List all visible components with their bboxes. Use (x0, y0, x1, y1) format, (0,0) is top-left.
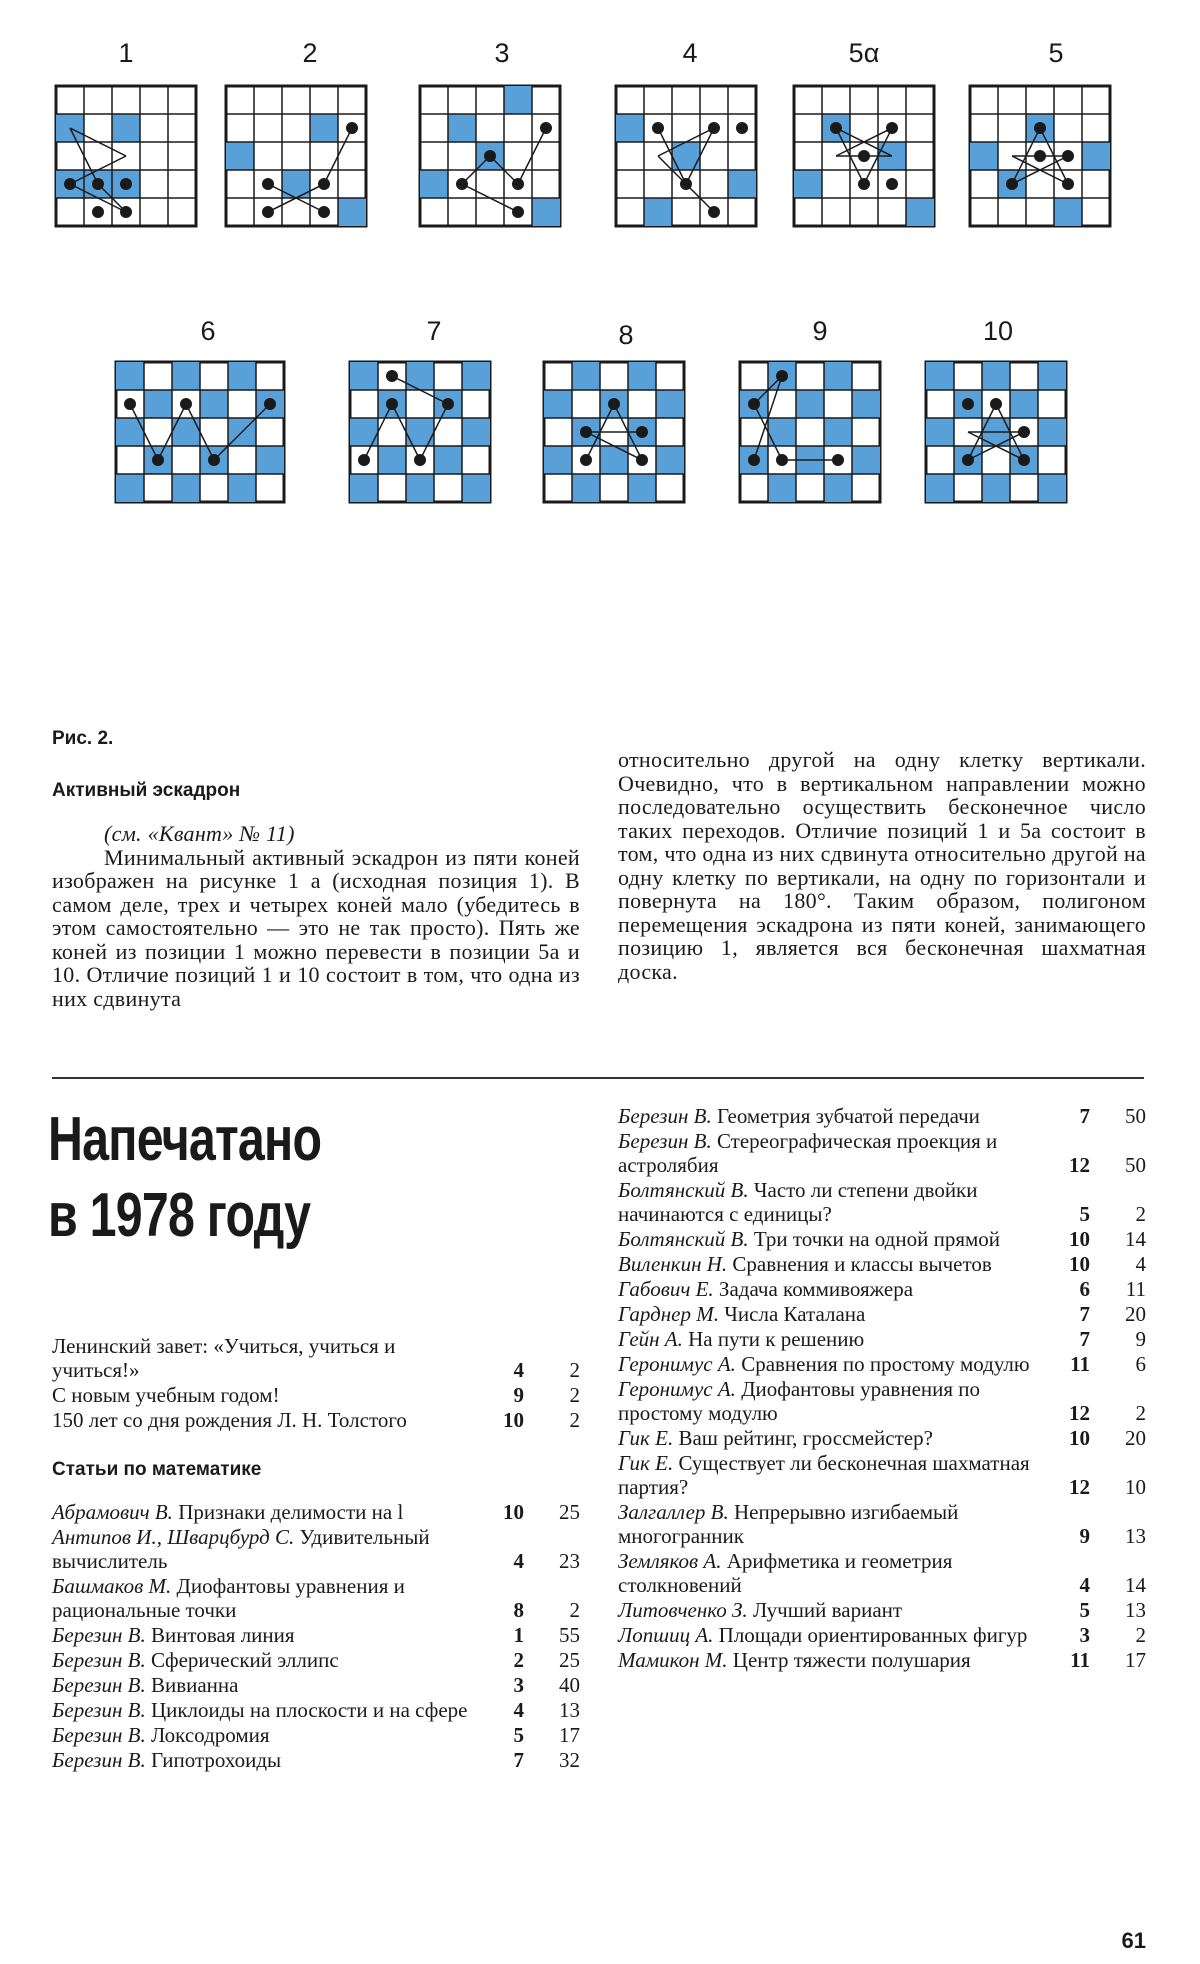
entry-title: Сравнения и классы вычетов (732, 1252, 992, 1276)
index-title-line: в 1978 году (48, 1181, 311, 1250)
entry-author: Габович Е. (618, 1277, 714, 1301)
entry-page: 50 (1125, 1104, 1146, 1128)
entry-issue: 10 (503, 1500, 524, 1524)
knight-dot (776, 454, 788, 466)
board-square (982, 362, 1010, 390)
entry-page: 55 (559, 1623, 580, 1647)
board-square (728, 170, 756, 198)
entry-issue: 11 (1070, 1352, 1090, 1376)
knight-dot (120, 178, 132, 190)
figure-label: 2 (302, 38, 318, 68)
index-entry (618, 1277, 1146, 1301)
index-entry (52, 1723, 580, 1747)
entry-title: Циклоиды на плоскости и на сфере (150, 1698, 468, 1722)
knight-dot (832, 454, 844, 466)
entry-title: Удивительный вычислитель (52, 1525, 430, 1573)
chessboard-diagram (222, 82, 370, 230)
knight-dot (318, 206, 330, 218)
index-entry (618, 1327, 1146, 1351)
entry-author: Мамикон М. (618, 1648, 728, 1672)
index-title (48, 1102, 321, 1254)
entry-page: 2 (1135, 1202, 1146, 1226)
entry-page: 20 (1125, 1302, 1146, 1326)
board-square (200, 390, 228, 418)
entry-page: 13 (1125, 1524, 1146, 1548)
board-square (434, 446, 462, 474)
board-square (226, 142, 254, 170)
index-entry (618, 1178, 1146, 1226)
entry-title: Винтовая линия (150, 1623, 295, 1647)
entry-author: Березин В. (52, 1748, 146, 1772)
entry-title: Диофантовы уравнения по простому модулю (618, 1377, 981, 1425)
entry-title: Числа Каталана (724, 1302, 866, 1326)
knight-dot (1062, 178, 1074, 190)
entry-title: Гипотрохоиды (150, 1748, 282, 1772)
chessboard-diagram (612, 82, 760, 230)
entry-title: Задача коммивояжера (718, 1277, 914, 1301)
index-list-left (52, 1334, 580, 1773)
article-title: Активный эскадрон (52, 780, 241, 801)
knight-dot (748, 398, 760, 410)
board-square (420, 170, 448, 198)
index-entry (52, 1574, 580, 1622)
entry-author: Березин В. (618, 1104, 712, 1128)
entry-issue: 12 (1069, 1153, 1090, 1177)
entry-author: Геронимус А. (618, 1352, 736, 1376)
entry-title: Признаки делимости на l (178, 1500, 404, 1524)
knight-dot (1018, 454, 1030, 466)
entry-page: 13 (1125, 1598, 1146, 1622)
index-entry (618, 1352, 1146, 1376)
entry-page: 17 (1125, 1648, 1146, 1672)
entry-title: Сравнения по простому модулю (741, 1352, 1030, 1376)
entry-issue: 5 (1079, 1202, 1090, 1226)
knight-dot (636, 454, 648, 466)
board-square (228, 474, 256, 502)
entry-title: Сферический эллипс (150, 1648, 339, 1672)
index-entry (618, 1451, 1146, 1499)
knight-dot (124, 398, 136, 410)
board-square (532, 198, 560, 226)
entry-issue: 7 (1079, 1302, 1090, 1326)
entry-issue: 2 (513, 1648, 524, 1672)
chessboard-diagram (540, 358, 688, 506)
board-square (172, 362, 200, 390)
entry-page: 2 (1135, 1623, 1146, 1647)
knight-dot (886, 178, 898, 190)
index-entry (52, 1698, 580, 1722)
knight-dot (484, 150, 496, 162)
figure-label: 5α (848, 38, 880, 68)
index-entry (618, 1302, 1146, 1326)
entry-issue: 11 (1070, 1648, 1090, 1672)
entry-issue: 8 (513, 1598, 524, 1622)
board-square (926, 474, 954, 502)
entry-issue: 7 (513, 1748, 524, 1772)
board-square (1054, 198, 1082, 226)
board-square (338, 198, 366, 226)
entry-title: Локсодромия (150, 1723, 270, 1747)
chessboard-diagram (790, 82, 938, 230)
knight-dot (1062, 150, 1074, 162)
entry-page: 40 (559, 1673, 580, 1697)
knight-dot (456, 178, 468, 190)
entry-author: Березин В. (52, 1623, 146, 1647)
figure-label: 9 (812, 316, 828, 346)
entry-author: Башмаков М. (52, 1574, 172, 1598)
entry-page: 2 (569, 1383, 580, 1407)
knight-dot (608, 398, 620, 410)
board-square (628, 474, 656, 502)
knight-dot (1018, 426, 1030, 438)
entry-issue: 3 (513, 1673, 524, 1697)
knight-dot (92, 178, 104, 190)
board-square (970, 142, 998, 170)
knight-dot (414, 454, 426, 466)
board-square (256, 446, 284, 474)
index-entry (618, 1549, 1146, 1597)
board-square (852, 390, 880, 418)
board-square (824, 362, 852, 390)
knight-dot (92, 206, 104, 218)
knight-dot (264, 398, 276, 410)
entry-page: 32 (559, 1748, 580, 1772)
entry-page: 17 (559, 1723, 580, 1747)
entry-author: Абрамович В. (52, 1500, 173, 1524)
board-square (378, 446, 406, 474)
entry-author: Гейн А. (618, 1327, 683, 1351)
board-square (462, 418, 490, 446)
board-square (572, 474, 600, 502)
knight-dot (736, 122, 748, 134)
knight-dot (1034, 122, 1046, 134)
knight-dot (830, 122, 842, 134)
index-entry (52, 1525, 580, 1573)
entry-page: 14 (1125, 1227, 1146, 1251)
entry-issue: 10 (1069, 1426, 1090, 1450)
entry-page: 23 (559, 1549, 580, 1573)
index-entry (618, 1648, 1146, 1672)
entry-page: 10 (1125, 1475, 1146, 1499)
knight-dot (748, 454, 760, 466)
board-square (116, 474, 144, 502)
knight-dot (962, 454, 974, 466)
board-square (544, 390, 572, 418)
knight-dot (262, 206, 274, 218)
entry-issue: 6 (1079, 1277, 1090, 1301)
index-entry (618, 1377, 1146, 1425)
entry-author: Березин В. (52, 1723, 146, 1747)
knight-dot (208, 454, 220, 466)
index-entry (52, 1334, 580, 1382)
figure-label: 1 (118, 38, 134, 68)
board-square (462, 474, 490, 502)
entry-title: Диофантовы уравнения и рациональные точки (52, 1574, 405, 1622)
entry-title: Центр тяжести полушария (732, 1648, 971, 1672)
knight-dot (858, 150, 870, 162)
knight-dot (346, 122, 358, 134)
figure-label: 7 (426, 316, 442, 346)
knight-dot (512, 206, 524, 218)
knight-dot (512, 178, 524, 190)
board-square (350, 362, 378, 390)
entry-issue: 10 (503, 1408, 524, 1432)
board-square (572, 362, 600, 390)
board-square (926, 418, 954, 446)
knight-dot (386, 398, 398, 410)
knight-dot (652, 122, 664, 134)
board-square (656, 446, 684, 474)
entry-issue: 12 (1069, 1475, 1090, 1499)
index-entry (52, 1500, 580, 1524)
knight-dot (1006, 178, 1018, 190)
entry-title: На пути к решению (688, 1327, 865, 1351)
entry-issue: 4 (513, 1549, 524, 1573)
figure-label: 3 (494, 38, 510, 68)
entry-author: Гик Е. (618, 1451, 674, 1475)
entry-author: Земляков А. (618, 1549, 722, 1573)
entry-title: Вивианна (150, 1673, 239, 1697)
figure-label: 8 (618, 320, 634, 350)
board-square (228, 362, 256, 390)
entry-issue: 4 (513, 1358, 524, 1382)
index-entry (52, 1623, 580, 1647)
index-entry (618, 1252, 1146, 1276)
board-square (794, 170, 822, 198)
entry-page: 2 (569, 1598, 580, 1622)
entry-title: 150 лет со дня рождения Л. Н. Толстого (52, 1408, 407, 1432)
entry-author: Лопшиц А. (618, 1623, 714, 1647)
entry-title: Ленинский завет: «Учиться, учиться и учиться!» (52, 1334, 396, 1382)
board-square (1082, 142, 1110, 170)
chessboard-diagram (736, 358, 884, 506)
board-square (824, 418, 852, 446)
board-square (1038, 474, 1066, 502)
knight-dot (262, 178, 274, 190)
index-title-line: Напечатано (48, 1105, 322, 1174)
index-entry (618, 1426, 1146, 1450)
entry-author: Гарднер М. (618, 1302, 720, 1326)
entry-page: 6 (1135, 1352, 1146, 1376)
entry-author: Березин В. (618, 1129, 712, 1153)
entry-title: Ваш рейтинг, гроссмейстер? (678, 1426, 933, 1450)
entry-page: 25 (559, 1500, 580, 1524)
entry-title: Три точки на одной прямой (753, 1227, 1001, 1251)
board-square (852, 446, 880, 474)
entry-title: Часто ли степени двойки начинаются с единицы? (618, 1178, 978, 1226)
article-column-left (52, 822, 580, 1010)
board-square (144, 390, 172, 418)
chessboard-diagram (416, 82, 564, 230)
knight-dot (386, 370, 398, 382)
board-square (116, 362, 144, 390)
knight-dot (708, 122, 720, 134)
entry-issue: 4 (1079, 1573, 1090, 1597)
entry-issue: 10 (1069, 1252, 1090, 1276)
knight-dot (120, 206, 132, 218)
entry-page: 14 (1125, 1573, 1146, 1597)
entry-issue: 7 (1079, 1327, 1090, 1351)
board-square (448, 114, 476, 142)
index-entry (52, 1748, 580, 1772)
entry-author: Залгаллер В. (618, 1500, 729, 1524)
board-square (462, 362, 490, 390)
knight-dot (64, 178, 76, 190)
entry-title: С новым учебным годом! (52, 1383, 280, 1407)
entry-title: Стереографическая проекция и астролябия (618, 1129, 998, 1177)
board-square (310, 114, 338, 142)
figure-label: 5 (1048, 38, 1064, 68)
knight-dot (152, 454, 164, 466)
entry-author: Болтянский В. (618, 1227, 749, 1251)
knight-dot (580, 454, 592, 466)
knight-dot (886, 122, 898, 134)
entry-page: 9 (1135, 1327, 1146, 1351)
chessboard-diagram (52, 82, 200, 230)
article-paragraph: Минимальный активный эскадрон из пяти коней изображен на рисунке 1 а (исходная позиция 1). В самом деле, трех и четырех коней мало (убедитесь в этом самостоятельно — это не так просто). Пять же коней из позиции 1 можно перевести в позиции 5а и 10. Отличие позиций 1 и 10 состоит в том, что одна из них сдвинута (52, 844, 580, 1011)
knight-dot (580, 426, 592, 438)
entry-author: Березин В. (52, 1673, 146, 1697)
board-square (1038, 362, 1066, 390)
index-entry (52, 1408, 580, 1432)
figure-label: 10 (982, 316, 1014, 346)
entry-issue: 4 (513, 1698, 524, 1722)
entry-issue: 12 (1069, 1401, 1090, 1425)
board-square (906, 198, 934, 226)
entry-page: 2 (569, 1408, 580, 1432)
board-square (1038, 418, 1066, 446)
figure-label: 6 (200, 316, 216, 346)
entry-page: 4 (1135, 1252, 1146, 1276)
chessboard-diagram (966, 82, 1114, 230)
entry-author: Антипов И., Шварцбурд С. (52, 1525, 295, 1549)
board-square (112, 114, 140, 142)
board-square (406, 474, 434, 502)
knight-dot (180, 398, 192, 410)
index-entry (618, 1129, 1146, 1177)
entry-author: Литовченко З. (618, 1598, 748, 1622)
board-square (768, 474, 796, 502)
entry-author: Виленкин Н. (618, 1252, 728, 1276)
entry-author: Геронимус А. (618, 1377, 736, 1401)
knight-dot (1034, 150, 1046, 162)
board-square (544, 446, 572, 474)
entry-page: 20 (1125, 1426, 1146, 1450)
entry-author: Березин В. (52, 1648, 146, 1672)
entry-page: 2 (1135, 1401, 1146, 1425)
article-column-right (618, 748, 1146, 983)
entry-page: 11 (1125, 1277, 1146, 1301)
entry-issue: 1 (513, 1623, 524, 1647)
board-square (628, 362, 656, 390)
index-list-right (618, 1104, 1146, 1673)
entry-issue: 9 (1079, 1524, 1090, 1548)
knight-dot (358, 454, 370, 466)
index-entry (618, 1598, 1146, 1622)
index-entry (618, 1104, 1146, 1128)
board-square (1010, 390, 1038, 418)
knight-dot (540, 122, 552, 134)
board-square (656, 390, 684, 418)
entry-title: Существует ли бесконечная шахматная партия? (618, 1451, 1030, 1499)
index-entry (618, 1623, 1146, 1647)
entry-title: Геометрия зубчатой передачи (716, 1104, 980, 1128)
knight-dot (680, 178, 692, 190)
index-entry (52, 1383, 580, 1407)
board-square (504, 86, 532, 114)
entry-title: Лучший вариант (752, 1598, 903, 1622)
entry-author: Гик Е. (618, 1426, 674, 1450)
entry-author: Болтянский В. (618, 1178, 749, 1202)
board-square (350, 474, 378, 502)
section-heading: Статьи по математике (52, 1459, 262, 1480)
board-square (926, 362, 954, 390)
board-square (982, 474, 1010, 502)
board-square (616, 114, 644, 142)
page-number: 61 (1121, 1928, 1146, 1953)
knight-dot (858, 178, 870, 190)
entry-page: 2 (569, 1358, 580, 1382)
entry-issue: 5 (1079, 1598, 1090, 1622)
index-entry (618, 1227, 1146, 1251)
board-square (796, 390, 824, 418)
chessboard-diagram (922, 358, 1070, 506)
entry-issue: 3 (1079, 1623, 1090, 1647)
article-reference: (см. «Квант» № 11) (104, 821, 295, 846)
chessboard-diagram (112, 358, 288, 506)
knight-dot (636, 426, 648, 438)
index-entry (618, 1500, 1146, 1548)
figure-caption: Рис. 2. (52, 728, 114, 749)
entry-issue: 7 (1079, 1104, 1090, 1128)
board-square (824, 474, 852, 502)
figure-label: 4 (682, 38, 698, 68)
knight-dot (708, 206, 720, 218)
entry-title: Арифметика и геометрия столкновений (618, 1549, 953, 1597)
knight-dot (318, 178, 330, 190)
entry-title: Непрерывно изгибаемый многогранник (618, 1500, 959, 1548)
entry-issue: 5 (513, 1723, 524, 1747)
entry-page: 13 (559, 1698, 580, 1722)
index-entry (52, 1673, 580, 1697)
entry-page: 25 (559, 1648, 580, 1672)
divider (52, 1077, 1144, 1079)
board-square (644, 198, 672, 226)
entry-page: 50 (1125, 1153, 1146, 1177)
article-paragraph: относительно другой на одну клетку вертикали. Очевидно, что в вертикальном направлении можно последовательно осуществить бесконечное число таких переходов. Отличие позиций 1 и 5а состоит в том, что одна из них сдвинута относительно другой на одну клетку по вертикали, на одну по горизонтали и повернута на 180°. Таким образом, полигоном перемещения эскадрона из пяти коней, занимающего позицию 1, является вся бесконечная шахматная доска. (618, 747, 1147, 984)
index-entry (52, 1648, 580, 1672)
knight-dot (776, 370, 788, 382)
entry-author: Березин В. (52, 1698, 146, 1722)
entry-issue: 9 (513, 1383, 524, 1407)
board-square (172, 474, 200, 502)
entry-title: Площади ориентированных фигур (718, 1623, 1028, 1647)
knight-dot (442, 398, 454, 410)
knight-dot (990, 398, 1002, 410)
entry-issue: 10 (1069, 1227, 1090, 1251)
chessboard-diagram (346, 358, 494, 506)
knight-dot (962, 398, 974, 410)
